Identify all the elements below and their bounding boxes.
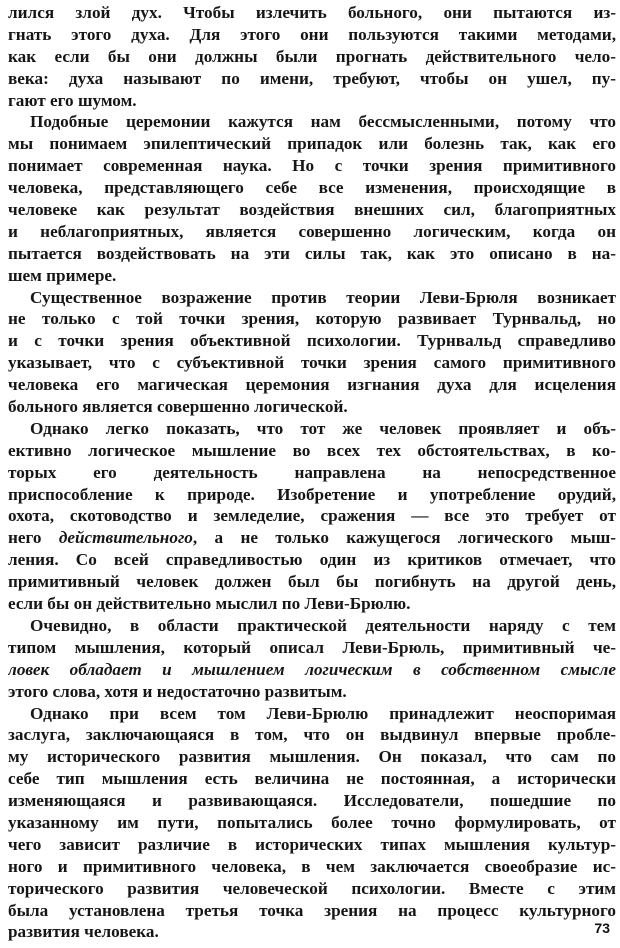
text-line: изменяющаяся и развивающаяся. Исследователи, пошедшие по	[8, 791, 616, 811]
text-line: была установлена третья точка зрения на процесс культурного	[8, 900, 616, 920]
text-line: указанному им пути, попытались более точно формулировать, от	[8, 812, 616, 832]
text-line: Очевидно, в области практической деятельности наряду с тем	[30, 615, 616, 635]
text-line: ления. Со всей справедливостью один из критиков отмечает, что	[8, 550, 616, 570]
text-line: указывает, что с субъективной точки зрения самого примитивного	[8, 353, 616, 373]
paragraph	[8, 418, 616, 615]
text-line: себе тип мышления есть величина не постоянная, а исторически	[8, 769, 616, 789]
paragraph	[8, 111, 616, 286]
text-line: торического развития человеческой психологии. Вместе с этим	[8, 878, 616, 898]
italic-text: ловек обладает и мышлением логическим в собственном смысле	[8, 659, 616, 679]
text-line: и неблагоприятных, является совершенно логическим, когда он	[8, 221, 616, 241]
text-line: Подобные церемонии кажутся нам бессмысленными, потому что	[30, 112, 616, 132]
text-run: , а не только кажущегося логического мыш-	[192, 528, 616, 548]
text-line: если бы он действительно мыслил по Леви-Брюлю.	[8, 594, 411, 614]
text-line: приспособление к природе. Изобретение и употребление орудий,	[8, 484, 616, 504]
text-line: охота, скотоводство и земледелие, сражения — все это требует от	[8, 506, 616, 526]
text-line: Существенное возражение против теории Леви-Брюля возникает	[30, 287, 616, 307]
text-line: понимает современная наука. Но с точки зрения примитивного	[8, 156, 616, 176]
text-line: человека его магическая церемония изгнания духа для исцеления	[8, 375, 616, 395]
text-line: примитивный человек должен был бы погибнуть на другой день,	[8, 572, 616, 592]
text-line: Однако при всем том Леви-Брюлю принадлежит неоспоримая	[30, 703, 616, 723]
text-line: больного является совершенно логической.	[8, 397, 348, 417]
body-text	[8, 2, 616, 943]
text-line	[8, 527, 616, 549]
paragraph	[8, 703, 616, 944]
text-run: него	[8, 528, 59, 548]
text-line: не только с той точки зрения, которую развивает Турнвальд, но	[8, 309, 616, 329]
text-line: торых его деятельность направлена на непосредственное	[8, 462, 616, 482]
paragraph	[8, 287, 616, 418]
paragraph	[8, 615, 616, 703]
text-line: типом мышления, который описал Леви-Брюль, примитивный че-	[8, 637, 616, 657]
text-line: развития человека.	[8, 922, 159, 942]
text-line: и с точки зрения объективной психологии. Турнвальд справедливо	[8, 331, 616, 351]
text-line: мы понимаем эпилептический припадок или болезнь так, как его	[8, 134, 616, 154]
page-number: 73	[594, 920, 610, 936]
text-line: гают его шумом.	[8, 90, 137, 110]
text-line: шем примере.	[8, 265, 117, 285]
text-line: человеке как результат воздействия внешних сил, благоприятных	[8, 200, 616, 220]
text-line: ного и примитивного человека, в чем заключается своеобразие ис-	[8, 856, 616, 876]
paragraph	[8, 2, 616, 111]
italic-text: действительного	[58, 528, 193, 548]
text-line: Однако легко показать, что тот же человек проявляет и объ-	[30, 418, 616, 438]
text-line: му исторического развития мышления. Он показал, что сам по	[8, 747, 616, 767]
text-line: ективно логическое мышление во всех тех обстоятельствах, в ко-	[8, 440, 616, 460]
text-line: лился злой дух. Чтобы излечить больного, они пытаются из-	[8, 3, 616, 22]
text-line: заслуга, заключающаяся в том, что он выдвинул впервые пробле-	[8, 725, 616, 745]
text-line: чего зависит различие в исторических типах мышления культур-	[8, 834, 616, 854]
text-line	[8, 659, 616, 681]
text-line: пытается воздействовать на эти силы так, как это описано в на-	[8, 243, 616, 263]
text-line: человека, представляющего себе все изменения, происходящие в	[8, 178, 616, 198]
text-line: гнать этого духа. Для этого они пользуются такими методами,	[8, 24, 616, 44]
text-line: как если бы они должны были прогнать действительного чело-	[8, 46, 616, 66]
text-line: этого слова, хотя и недостаточно развитым.	[8, 681, 347, 701]
text-line: века: духа называют по имени, требуют, чтобы он ушел, пу-	[8, 68, 616, 88]
